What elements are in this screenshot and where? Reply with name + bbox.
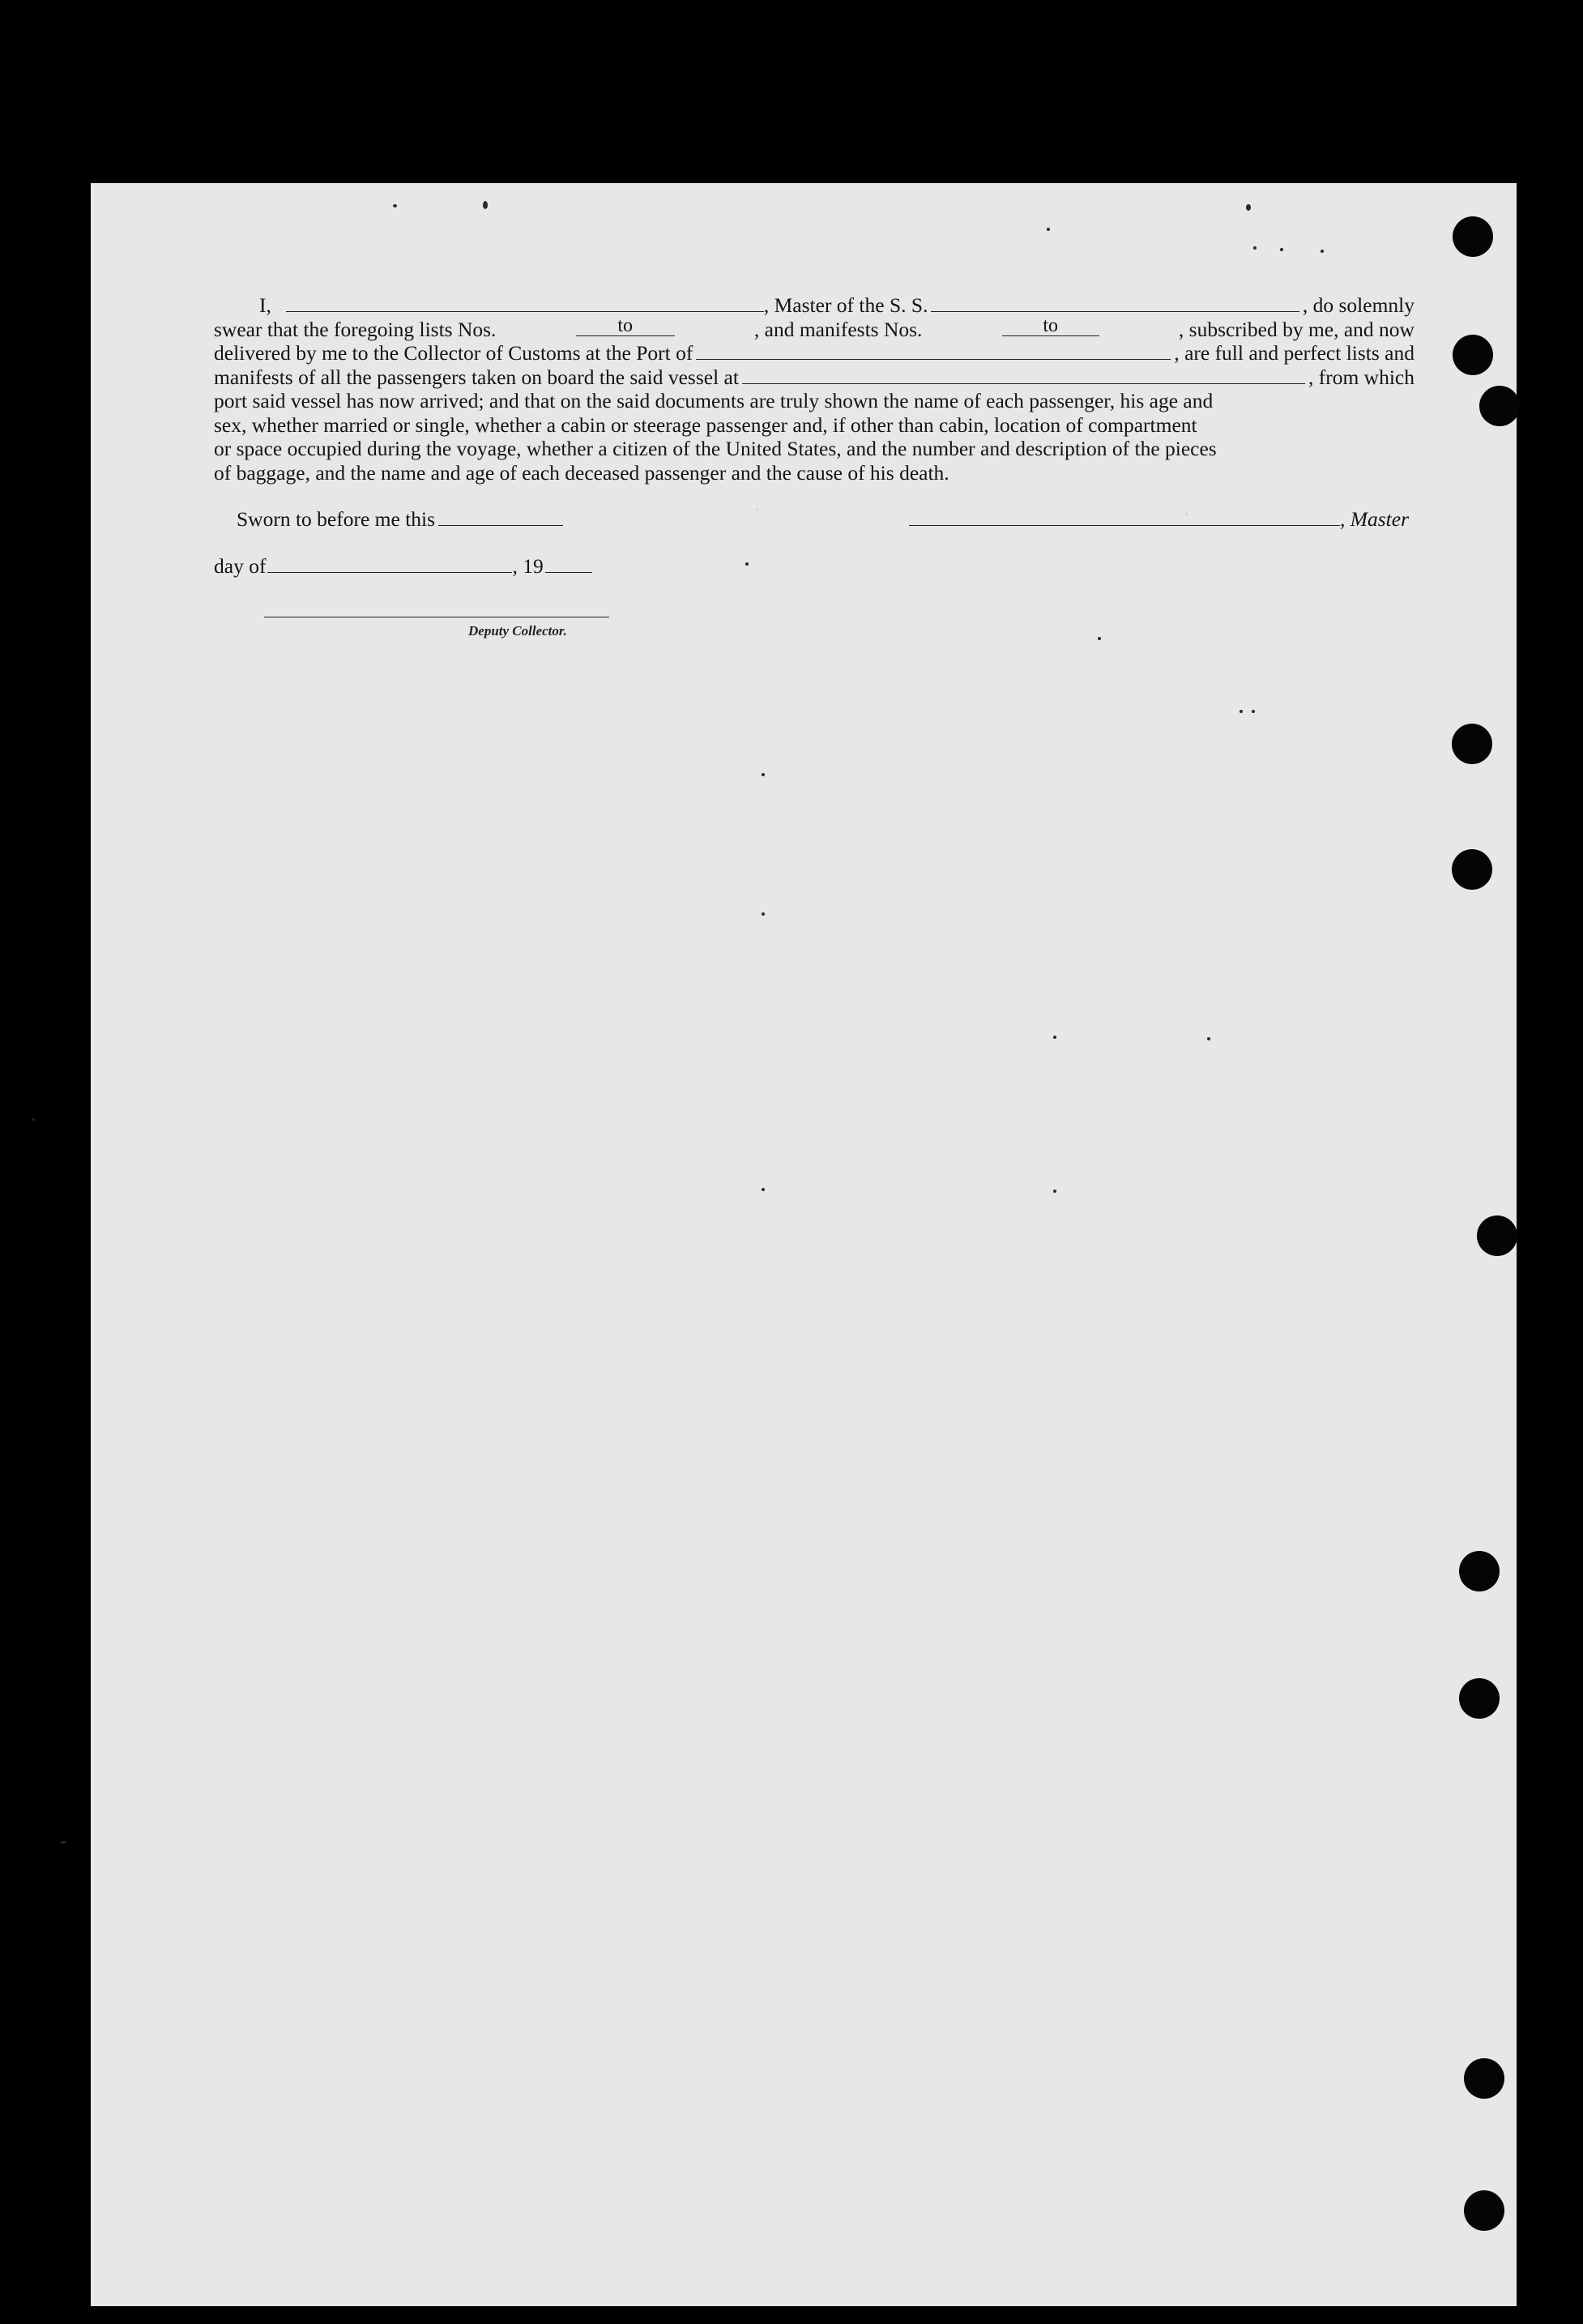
ink-speck bbox=[745, 562, 749, 566]
master-signature-blank bbox=[909, 508, 1340, 526]
port-blank bbox=[696, 342, 1171, 360]
oath-line-3 bbox=[214, 341, 1414, 365]
oath-line-7: or space occupied during the voyage, whether a citizen of the United States, and the number and description of the pieces bbox=[214, 437, 1217, 460]
ink-speck bbox=[1252, 710, 1255, 713]
binder-hole bbox=[1479, 386, 1520, 426]
list-nos-blank: to bbox=[576, 318, 675, 336]
oath-text: , do solemnly bbox=[1302, 293, 1414, 317]
ink-speck bbox=[762, 1188, 765, 1191]
oath-line-1 bbox=[214, 293, 1414, 318]
oath-line-5: port said vessel has now arrived; and that on the said documents are truly shown the name of each passenger, his age and bbox=[214, 389, 1214, 412]
ink-speck bbox=[1321, 250, 1324, 253]
ink-speck bbox=[393, 204, 397, 207]
sworn-label: Sworn to before me this bbox=[237, 507, 436, 531]
master-label: , Master bbox=[1340, 507, 1409, 531]
year-blank bbox=[545, 555, 592, 573]
ink-speck bbox=[1207, 1037, 1210, 1040]
binder-hole bbox=[1464, 2190, 1504, 2231]
ink-speck bbox=[1246, 204, 1251, 211]
oath-line-2 bbox=[214, 314, 1414, 342]
manifest-page bbox=[91, 183, 1517, 2306]
sworn-line bbox=[237, 507, 563, 532]
oath-text: manifests of all the passengers taken on board the said vessel at bbox=[214, 365, 739, 389]
manifest-nos-blank: to bbox=[1002, 318, 1099, 336]
oath-paragraph bbox=[214, 293, 1414, 485]
bleed-through-mark: . bbox=[1184, 499, 1189, 519]
ink-speck bbox=[1253, 246, 1257, 250]
ink-speck bbox=[1280, 248, 1283, 251]
oath-text: , Master of the S. S. bbox=[763, 293, 928, 317]
day-of-line bbox=[214, 554, 592, 579]
ink-speck bbox=[1053, 1190, 1056, 1193]
ink-speck bbox=[1047, 228, 1050, 231]
bleed-through-mark: . bbox=[755, 494, 760, 515]
ink-speck bbox=[1240, 710, 1243, 713]
binder-hole bbox=[1452, 849, 1492, 890]
master-signature-line bbox=[909, 507, 1409, 532]
ink-speck bbox=[762, 912, 765, 916]
binder-hole bbox=[1452, 724, 1492, 764]
ink-speck bbox=[1098, 637, 1101, 640]
oath-text: I, bbox=[259, 293, 271, 317]
binder-hole bbox=[1477, 1215, 1517, 1256]
oath-text: swear that the foregoing lists Nos. bbox=[214, 317, 497, 341]
year-prefix: , 19 bbox=[512, 554, 544, 578]
oath-text: , from which bbox=[1308, 365, 1414, 389]
ink-speck bbox=[32, 1118, 35, 1121]
oath-text: , and manifests Nos. bbox=[753, 317, 923, 341]
ink-speck bbox=[483, 201, 488, 209]
oath-line-4 bbox=[214, 365, 1414, 390]
oath-text: delivered by me to the Collector of Customs at the Port of bbox=[214, 341, 693, 365]
binder-hole bbox=[1464, 2058, 1504, 2099]
deputy-collector-label: Deputy Collector. bbox=[468, 623, 567, 639]
oath-text: , are full and perfect lists and bbox=[1174, 341, 1414, 365]
month-blank bbox=[267, 555, 512, 573]
binder-hole bbox=[1453, 216, 1493, 257]
departure-port-blank bbox=[742, 366, 1305, 384]
ink-speck bbox=[1053, 1036, 1056, 1039]
binder-hole bbox=[1453, 335, 1493, 375]
ink-speck bbox=[762, 773, 765, 776]
ship-name-blank bbox=[931, 294, 1299, 312]
binder-hole bbox=[1459, 1678, 1500, 1719]
binder-hole bbox=[1459, 1551, 1500, 1591]
day-of-label: day of bbox=[214, 554, 267, 578]
oath-line-6: sex, whether married or single, whether a cabin or steerage passenger and, if other than cabin, location of compartment bbox=[214, 412, 1197, 437]
master-name-blank bbox=[286, 294, 764, 312]
oath-line-8: of baggage, and the name and age of each deceased passenger and the cause of his death. bbox=[214, 460, 949, 485]
sworn-date-blank bbox=[438, 508, 563, 526]
ink-speck bbox=[60, 1841, 66, 1843]
oath-text: , subscribed by me, and now bbox=[1178, 317, 1414, 341]
